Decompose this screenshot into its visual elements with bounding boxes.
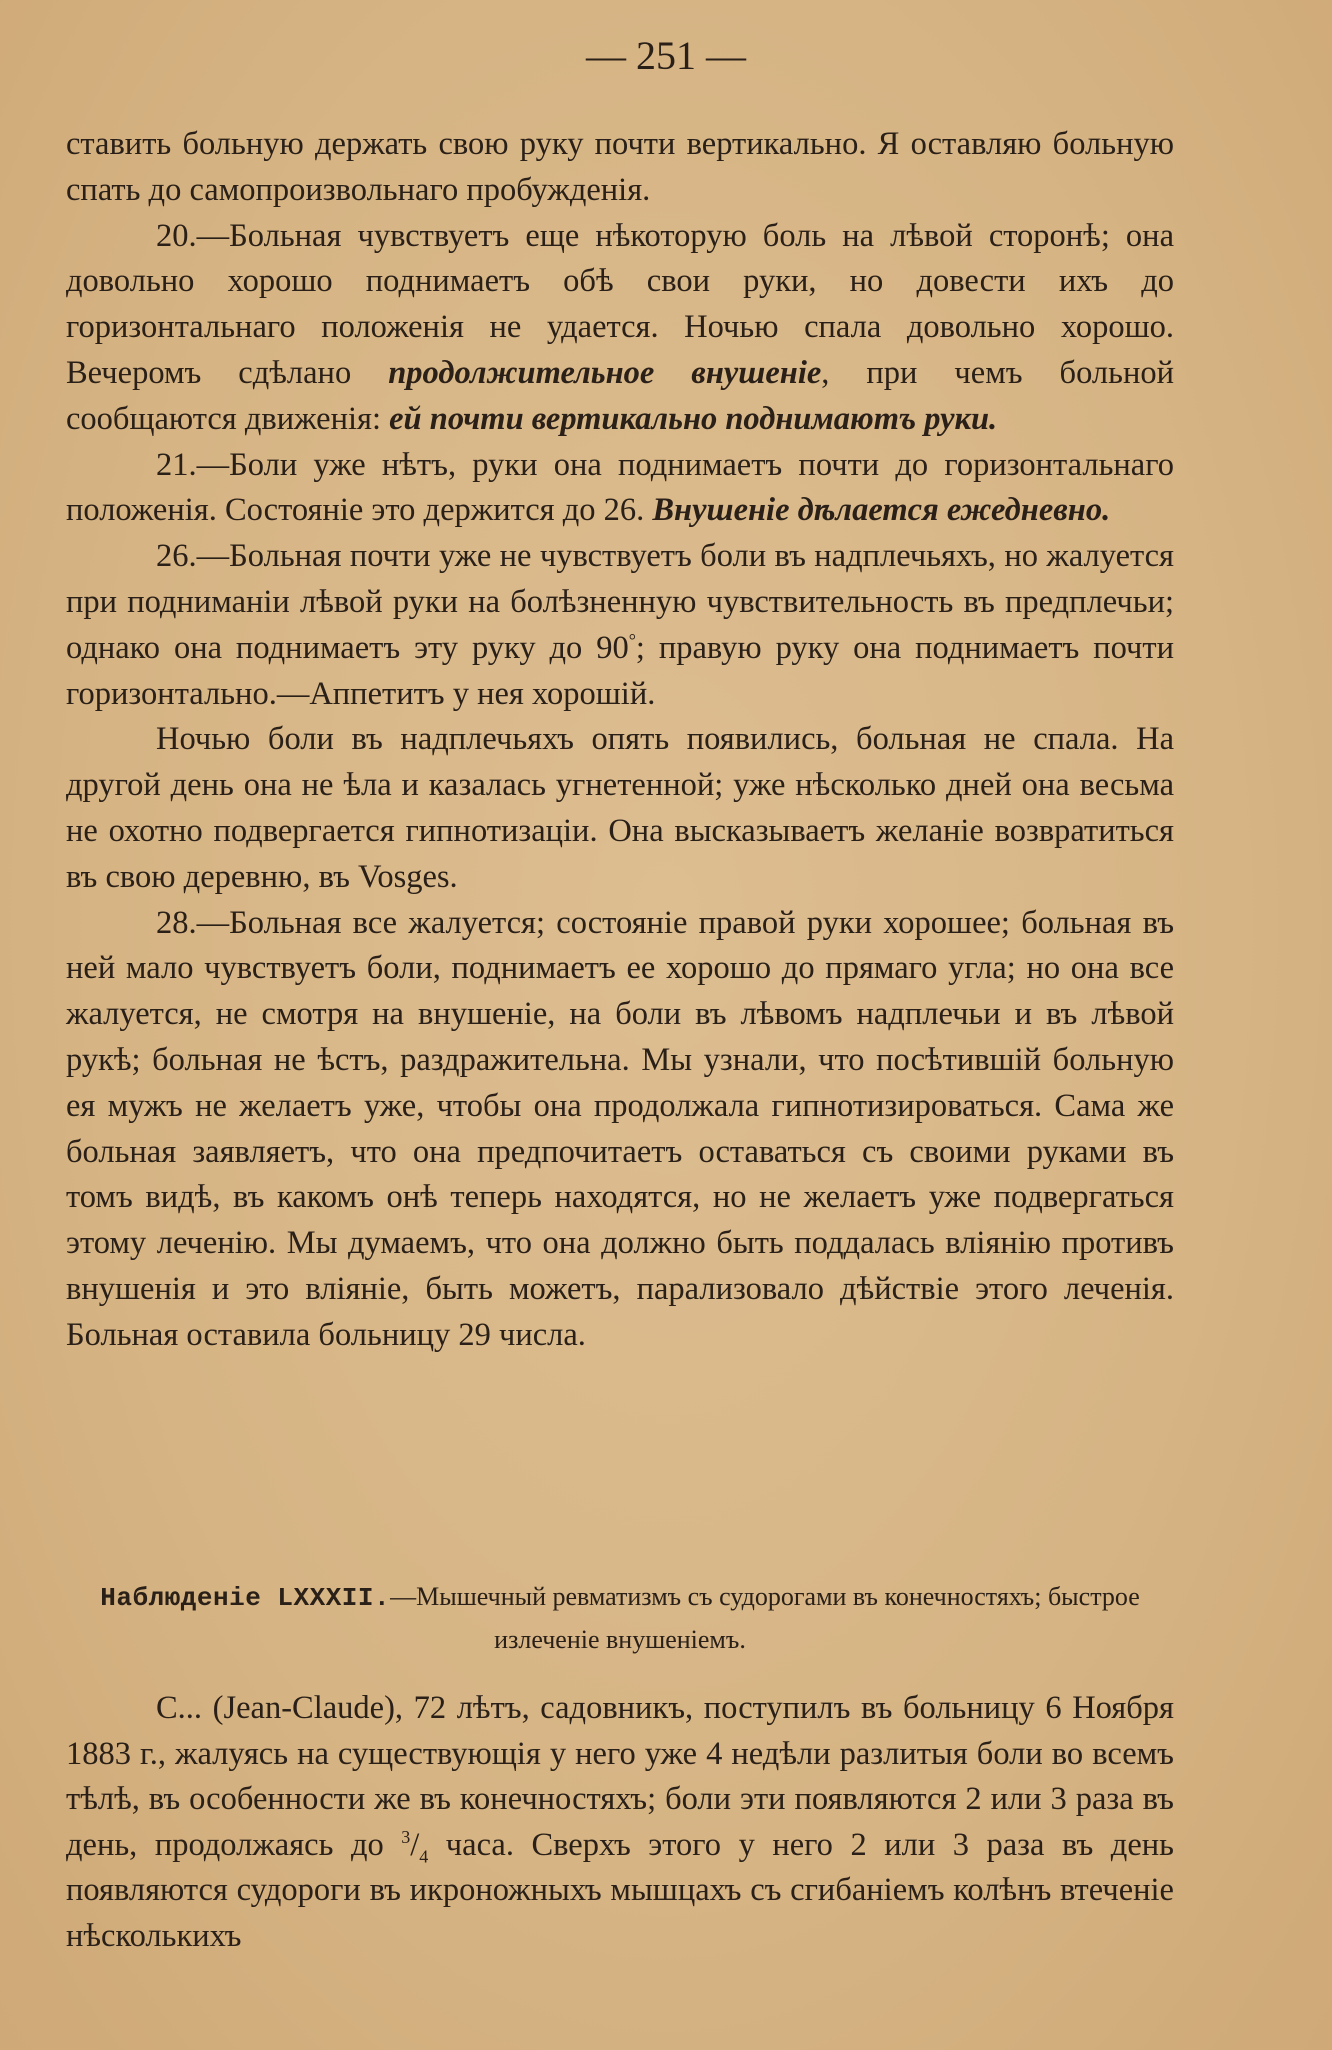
degree-sign: ° xyxy=(628,629,636,650)
observation-heading xyxy=(66,1576,1174,1661)
paragraph-day-20: 20.—Больная чувствуетъ еще нѣкоторую боль на лѣвой сторонѣ; она довольно хорошо поднимаетъ обѣ свои руки, но довести ихъ до горизонтальнаго положенія не удается. Ночью спала довольно хорошо. Вечеромъ сдѣлано продолжительное внушеніе, при чемъ больной сообщаются движенія: ей почти вертикально поднимаютъ руки. xyxy=(66,217,1174,437)
paragraph-night: Ночью боли въ надплечьяхъ опять появились, больная не спала. На другой день она не ѣла и казалась угнетенной; уже нѣсколько дней она весьма не охотно подвергается гипнотизаціи. Она высказываетъ желаніе возвратиться въ свою деревню, въ Vosges. xyxy=(66,721,1174,895)
emphasis-text: Внушеніе дѣлается ежедневно. xyxy=(652,492,1111,529)
fraction-numerator: 3 xyxy=(401,1826,411,1847)
text-block-top xyxy=(66,122,1174,1359)
paragraph-day-21: 21.—Боли уже нѣтъ, руки она поднимаетъ почти до горизонтальнаго положенія. Состояніе это держится до 26. Внушеніе дѣлается ежедневно. xyxy=(66,446,1174,529)
paragraph-case: С... (Jean-Claude), 72 лѣтъ, садовникъ, поступилъ въ больницу 6 Ноября 1883 г., жалуясь на существующія у него уже 4 недѣли разлитыя боли во всемъ тѣлѣ, въ особенности же въ конечностяхъ; боли эти появляются 2 или 3 раза въ день, продолжаясь до $^3/_4$ часа. Сверхъ этого у него 2 или 3 раза въ день появляются судороги въ икроножныхъ мышцахъ съ сгибаніемъ колѣнъ втеченіе нѣсколькихъ xyxy=(66,1690,1174,1954)
paragraph-day-28: 28.—Больная все жалуется; состояніе правой руки хорошее; больная въ ней мало чувствуетъ боли, поднимаетъ ее хорошо до прямаго угла; но она все жалуется, не смотря на внушеніе, на боли въ лѣвомъ надплечьи и въ лѣвой рукѣ; больная не ѣстъ, раздражительна. Мы узнали, что посѣтившій больную ея мужъ не желаетъ уже, чтобы она продолжала гипнотизироваться. Сама же больная заявляетъ, что она предпочитаетъ оставаться съ своими руками въ томъ видѣ, въ какомъ онѣ теперь находятся, но не желаетъ уже подвергаться этому леченію. Мы думаемъ, что она должно быть поддалась вліянію противъ внушенія и это вліяніе, быть можетъ, парализовало дѣйствіе этого леченія. Больная оставила больницу 29 числа. xyxy=(66,904,1174,1353)
page-number: — 251 — xyxy=(586,33,746,78)
paragraph-day-26: 26.—Больная почти уже не чувствуетъ боли въ надплечьяхъ, но жалуется при подниманіи лѣвой руки на болѣзненную чувствительность въ предплечьи; однако она поднимаетъ эту руку до 90°; правую руку она поднимаетъ почти горизонтально.—Аппетитъ у нея хорошій. xyxy=(66,538,1174,712)
emphasis-text: ей почти вертикально поднимаютъ руки. xyxy=(389,400,998,437)
observation-label: Наблюденіе LXXXII. xyxy=(100,1583,391,1613)
emphasis-text: продолжительное внушеніе xyxy=(388,354,822,391)
paragraph-continuation: ставить больную держать свою руку почти вертикально. Я оставляю больную спать до самопроизвольнаго пробужденія. xyxy=(66,126,1174,208)
text-block-case xyxy=(66,1686,1174,1959)
observation-title: —Мышечный ревматизмъ съ судорогами въ конечностяхъ; быстрое излеченіе внушеніемъ. xyxy=(390,1582,1140,1654)
fraction-denominator: 4 xyxy=(419,1846,429,1866)
